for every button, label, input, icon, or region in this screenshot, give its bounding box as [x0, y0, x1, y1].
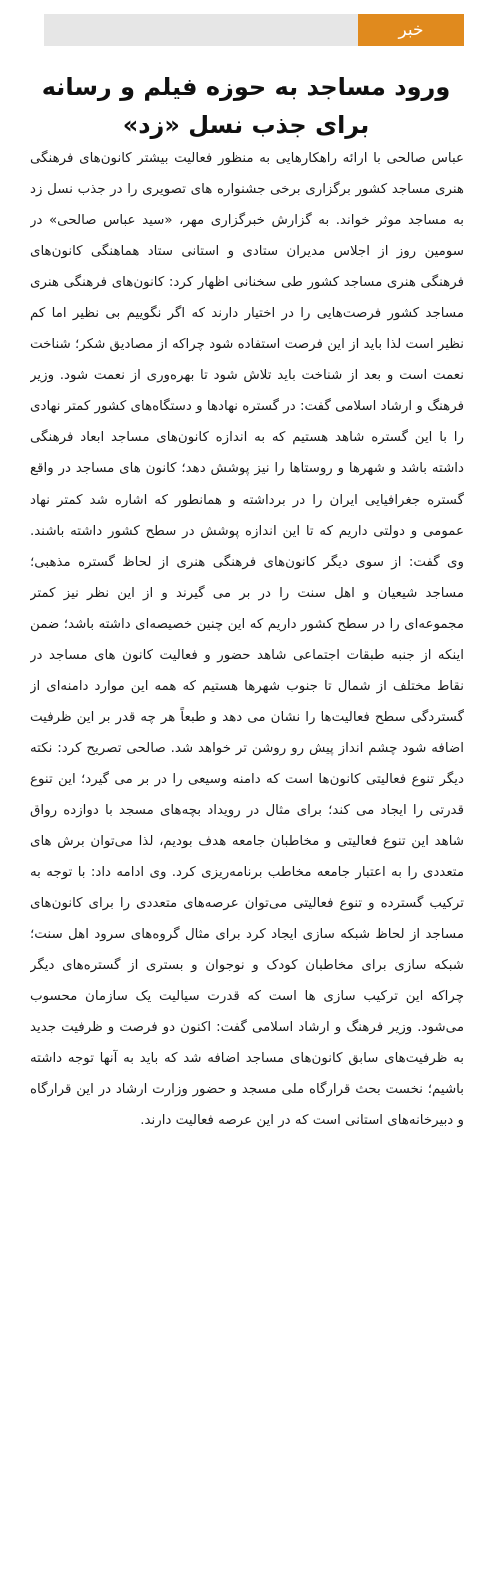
headline-line-1: ورود مساجد به حوزه فیلم و رسانه	[41, 73, 451, 101]
article-headline	[30, 68, 462, 144]
section-header-bar	[44, 14, 464, 46]
headline-line-2: برای جذب نسل «زد»	[122, 111, 370, 139]
section-label: خبر	[358, 14, 464, 46]
article-body-text: عباس صالحی با ارائه راهکارهایی به منظور فعالیت بیشتر کانون‌های فرهنگی هنری مساجد کشور برگزاری برخی جشنواره های تصویری را در جذب نسل زد به مساجد موثر خواند. به گزارش خبرگزاری مهر، «سید عباس صالحی» در سومین روز از اجلاس مدیران ستادی و استانی ستاد هماهنگی کانون‌های فرهنگی هنری مساجد کشور طی سخنانی اظهار کرد: کانون‌های فرهنگی هنری مساجد کشور فرصت‌هایی را در اختیار دارند که اگر نگوییم بی نظیر اما کم نظیر است لذا باید از این فرصت استفاده شود چراکه از مصادیق شکر؛ شناخت نعمت است و بعد از شناخت باید تلاش شود تا بهره‌وری از نعمت شود. وزیر فرهنگ و ارشاد اسلامی گفت: در گستره نهادها و دستگاه‌های کشور کمتر نهادی را با این گستره شاهد هستیم که به اندازه کانون‌های مساجد ابعاد فرهنگی داشته باشد و شهرها و روستاها را نیز پوشش دهد؛ کانون های مساجد در واقع گستره جغرافیایی ایران را در برداشته و همانطور که اشاره شد کمتر نهاد عمومی و دولتی داریم که تا این اندازه پوشش در سطح کشور داشته باشند. وی گفت: از سوی دیگر کانون‌های فرهنگی هنری از لحاظ گستره مذهبی؛ مساجد شیعیان و اهل سنت را در بر می گیرند و از این نظر نیز کمتر مجموعه‌ای را در سطح کشور داریم که این چنین خصیصه‌ای داشته باشد؛ ضمن اینکه از جنبه طبقات اجتماعی شاهد حضور و فعالیت کانون های مساجد در نقاط مختلف از شمال تا جنوب شهرها هستیم که همه این موارد دامنه‌ای از گستردگی سطح فعالیت‌ها را نشان می دهد و طبعاً هر چه قدر بر این ظرفیت اضافه شود چشم انداز پیش رو روشن تر خواهد شد. صالحی تصریح کرد: نکته دیگر تنوع فعالیتی کانون‌ها است که دامنه وسیعی را در بر می گیرد؛ این تنوع قدرتی را ایجاد می کند؛ برای مثال در رویداد بچه‌های مسجد با دوازده رواق شاهد این تنوع فعالیتی و مخاطبان جامعه هدف بودیم، لذا می‌توان برش های متعددی را به اعتبار جامعه مخاطب برنامه‌ریزی کرد. وی ادامه داد: با توجه به ترکیب گسترده و تنوع فعالیتی می‌توان عرصه‌های متعددی را برای کانون‌های مساجد از لحاظ شبکه سازی ایجاد کرد برای مثال گروه‌های سرود اهل سنت؛ شبکه سازی برای مخاطبان کودک و نوجوان و بستری از گستره‌های دیگر چراکه این ترکیب سازی ها است که قدرت سیالیت یک سازمان محسوب می‌شود. وزیر فرهنگ و ارشاد اسلامی گفت: اکنون دو فرصت و ظرفیت جدید به ظرفیت‌های سابق کانون‌های مساجد اضافه شد که باید به آنها توجه داشته باشیم؛ نخست بحث قرارگاه ملی مسجد و حضور وزارت ارشاد در این قرارگاه و دبیرخانه‌های استانی است که در این عرصه فعالیت دارند.	[30, 151, 464, 1129]
